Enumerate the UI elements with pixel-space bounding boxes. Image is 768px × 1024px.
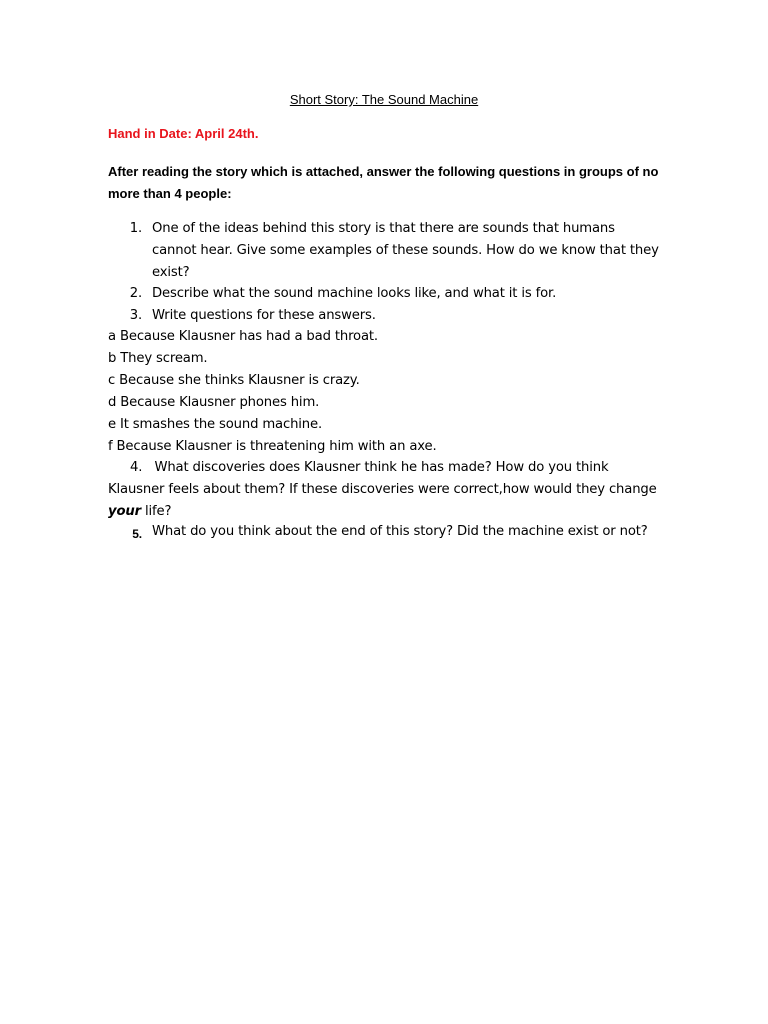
- document-title: Short Story: The Sound Machine: [289, 92, 479, 107]
- answer-c: c Because she thinks Klausner is crazy.: [108, 373, 360, 388]
- question-3-number: 3.: [129, 308, 142, 323]
- answer-d: d Because Klausner phones him.: [108, 395, 320, 410]
- question-1-number: 1.: [129, 221, 142, 236]
- question-4: [108, 457, 668, 523]
- question-4-emphasis: your: [108, 504, 141, 519]
- question-4-text-end: life?: [140, 504, 172, 519]
- answer-e: e It smashes the sound machine.: [108, 417, 323, 432]
- answer-f: f Because Klausner is threatening him with an axe.: [108, 439, 437, 454]
- question-2-number: 2.: [129, 286, 142, 301]
- question-4-number: 4.: [130, 460, 143, 475]
- hand-in-date: Hand in Date: April 24th.: [108, 126, 259, 141]
- answer-b: b They scream.: [108, 351, 208, 366]
- question-4-text: What discoveries does Klausner think he has made? How do you think Klausner feels about them? If these discoveries were correct,how would they change: [108, 460, 657, 497]
- question-1-text: One of the ideas behind this story is that there are sounds that humans cannot hear. Give some examples of these sounds. How do we know that they exist?: [152, 221, 659, 280]
- question-5-number: 5.: [132, 527, 142, 541]
- instructions: After reading the story which is attached, answer the following questions in groups of no more than 4 people:: [108, 164, 659, 201]
- question-5-text: What do you think about the end of this story? Did the machine exist or not?: [152, 524, 648, 539]
- answer-a: a Because Klausner has had a bad throat.: [108, 329, 378, 344]
- question-2-text: Describe what the sound machine looks like, and what it is for.: [152, 286, 557, 301]
- question-3-text: Write questions for these answers.: [152, 308, 376, 323]
